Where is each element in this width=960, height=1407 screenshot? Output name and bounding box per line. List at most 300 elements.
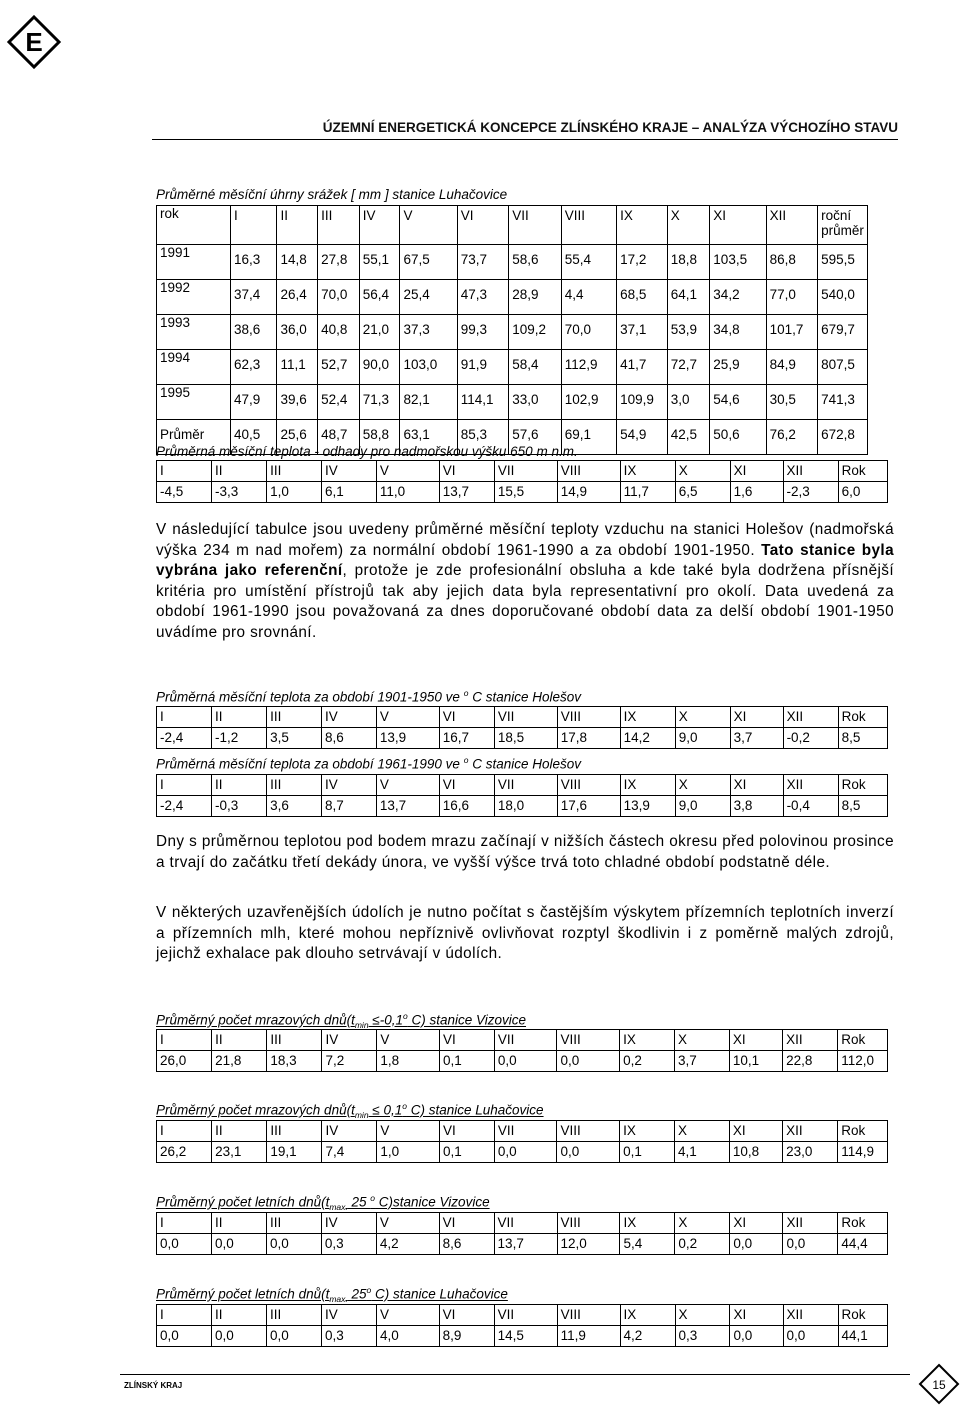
- month-header: II: [212, 1121, 267, 1142]
- summer-vizovice-caption: Průměrný počet letních $dnů(t_{max.}$ 25 $^o$ C)stanice Vizovice: [156, 1193, 490, 1213]
- table-cell: 6,5: [675, 482, 730, 503]
- table-cell: 0,0: [557, 1051, 620, 1072]
- month-header: II: [212, 707, 267, 728]
- month-header: VII: [494, 1121, 557, 1142]
- table-cell: 3,7: [674, 1051, 729, 1072]
- table-cell: -2,3: [783, 482, 838, 503]
- month-header: I: [231, 206, 277, 245]
- month-header: IX: [620, 707, 675, 728]
- table-cell: 4,0: [376, 1326, 439, 1347]
- month-header: X: [674, 1030, 729, 1051]
- month-header: I: [157, 1213, 212, 1234]
- table-cell: 9,0: [675, 728, 730, 749]
- table-cell: 0,3: [321, 1234, 376, 1255]
- month-header: VII: [494, 1305, 557, 1326]
- table-cell: -0,3: [212, 796, 267, 817]
- month-header: III: [267, 1030, 322, 1051]
- row-label: 1995: [157, 385, 231, 420]
- month-header: II: [277, 206, 318, 245]
- table-cell: 3,8: [730, 796, 783, 817]
- table-cell: 672,8: [818, 420, 868, 455]
- frost-vizovice-caption: Průměrný počet mrazových $dnů(t_{min} \le-0,1^o$ C) stanice Vizovice: [156, 1011, 527, 1031]
- rain-body: [157, 245, 868, 455]
- table-cell: 26,2: [157, 1142, 212, 1163]
- table-cell: 14,9: [557, 482, 620, 503]
- table-cell: 52,7: [318, 350, 360, 385]
- month-header: XII: [783, 1305, 838, 1326]
- table-cell: 18,5: [494, 728, 557, 749]
- temp-1961-table: [156, 774, 888, 817]
- table-cell: 16,6: [439, 796, 494, 817]
- table-cell: 0,0: [494, 1051, 557, 1072]
- year-header: Rok: [838, 707, 887, 728]
- table-cell: 58,8: [359, 420, 400, 455]
- table-cell: 47,9: [231, 385, 277, 420]
- table-cell: 15,5: [494, 482, 557, 503]
- temp-1901-table: [156, 706, 888, 749]
- table-cell: 23,0: [783, 1142, 838, 1163]
- month-header: II: [212, 775, 267, 796]
- table-cell: 38,6: [231, 315, 277, 350]
- table-header-row: [157, 1213, 888, 1234]
- month-header: VII: [494, 1030, 557, 1051]
- table-cell: 48,7: [318, 420, 360, 455]
- table-cell: 67,5: [400, 245, 457, 280]
- table-cell: 0,0: [730, 1234, 783, 1255]
- month-header: VII: [494, 1213, 557, 1234]
- table-cell: 64,1: [667, 280, 710, 315]
- table-cell: 18,8: [667, 245, 710, 280]
- table-cell: 23,1: [212, 1142, 267, 1163]
- table-cell: 52,4: [318, 385, 360, 420]
- month-header: XI: [730, 1305, 783, 1326]
- table-cell: 28,9: [509, 280, 562, 315]
- table-cell: 0,0: [157, 1234, 212, 1255]
- table-cell: 112,0: [838, 1051, 888, 1072]
- month-header: XI: [730, 1213, 783, 1234]
- month-header: VII: [509, 206, 562, 245]
- month-header: VIII: [561, 206, 616, 245]
- table-cell: 0,1: [620, 1142, 675, 1163]
- month-header: V: [376, 461, 439, 482]
- table-cell: 16,7: [439, 728, 494, 749]
- month-header: VIII: [557, 775, 620, 796]
- table-cell: 25,6: [277, 420, 318, 455]
- table-cell: -2,4: [157, 796, 212, 817]
- table-row: [157, 385, 868, 420]
- table-row: [157, 280, 868, 315]
- table-cell: 1,8: [377, 1051, 440, 1072]
- month-header: XI: [729, 1030, 782, 1051]
- table-cell: 86,8: [766, 245, 818, 280]
- table-cell: 50,6: [710, 420, 766, 455]
- temp-1901-caption: Průměrná měsíční teplota za období 1901-1950 ve $^o$ C stanice Holešov: [156, 688, 581, 705]
- month-header: V: [376, 1305, 439, 1326]
- month-header: V: [377, 1121, 440, 1142]
- table-row: [157, 1142, 888, 1163]
- table-cell: 14,2: [620, 728, 675, 749]
- table-cell: 10,8: [729, 1142, 782, 1163]
- table-cell: 13,7: [494, 1234, 557, 1255]
- month-header: IX: [617, 206, 668, 245]
- table-cell: 56,4: [359, 280, 400, 315]
- month-header: I: [157, 707, 212, 728]
- table-cell: 8,9: [439, 1326, 494, 1347]
- table-cell: 70,0: [318, 280, 360, 315]
- table-cell: 19,1: [267, 1142, 322, 1163]
- table-cell: 14,8: [277, 245, 318, 280]
- table-cell: 0,3: [321, 1326, 376, 1347]
- table-cell: -0,2: [783, 728, 838, 749]
- paragraph-holesov: V následující tabulce jsou uvedeny průměrné měsíční teploty vzduchu na stanici Holešov (nadmořská výška 234 m nad mořem) za normální období 1961-1990 a za období 1901-1950. Tato stanice byla vybrána jako referenční, protože je zde profesionální obsluha a kde také byla dodržena přísnější kritéria pro umístění přístrojů tak aby jejich data byla representativní pro okolí. Data uvedená za období 1961-1990 jsou považovaná za dnes doporučované období data za delší období 1901-1950 uvádíme pro srovnání.: [156, 521, 894, 641]
- table-header-row: [157, 461, 888, 482]
- month-header: III: [266, 1213, 321, 1234]
- month-header: II: [212, 461, 267, 482]
- month-header: VI: [439, 1121, 494, 1142]
- table-row: [157, 1234, 888, 1255]
- paragraph-inversion: V některých uzavřenějších údolích je nutno počítat s častějším výskytem přízemních teplotních inverzí a přízemních mlh, které mohou nepříznivě ovlivňovat rozptyl škodlivin i z poměrně malých zdrojů, jejichž exhalace pak dlouho setrvávají v údolích.: [156, 904, 894, 962]
- table-header-row: [157, 775, 888, 796]
- table-cell: 14,5: [494, 1326, 557, 1347]
- table-cell: 6,0: [838, 482, 887, 503]
- table-header-row: [157, 707, 888, 728]
- table-header-row: [157, 1305, 888, 1326]
- month-header: X: [674, 1121, 729, 1142]
- table-cell: 17,6: [557, 796, 620, 817]
- table-cell: 103,5: [710, 245, 766, 280]
- month-header: IX: [620, 1121, 675, 1142]
- table-cell: 34,8: [710, 315, 766, 350]
- table-cell: 57,6: [509, 420, 562, 455]
- table-cell: 13,9: [620, 796, 675, 817]
- month-header: IV: [321, 707, 376, 728]
- table-cell: 34,2: [710, 280, 766, 315]
- table-cell: 71,3: [359, 385, 400, 420]
- table-row: [157, 1051, 888, 1072]
- table-cell: -0,4: [783, 796, 838, 817]
- table-cell: 40,5: [231, 420, 277, 455]
- table-cell: 47,3: [457, 280, 509, 315]
- table-cell: 39,6: [277, 385, 318, 420]
- svg-text:15: 15: [932, 1378, 946, 1392]
- table-cell: 4,2: [376, 1234, 439, 1255]
- table-cell: 114,9: [838, 1142, 888, 1163]
- table-cell: 4,4: [561, 280, 616, 315]
- year-header: Rok: [838, 1121, 888, 1142]
- table-cell: 36,0: [277, 315, 318, 350]
- table-cell: 0,3: [675, 1326, 730, 1347]
- month-header: VI: [439, 461, 494, 482]
- table-cell: 6,1: [321, 482, 376, 503]
- month-header: V: [377, 1030, 440, 1051]
- rain-col-year: rok: [157, 206, 231, 245]
- table-cell: 37,3: [400, 315, 457, 350]
- page-number-badge: [918, 1363, 960, 1405]
- table-cell: 0,2: [620, 1051, 675, 1072]
- table-cell: 0,0: [783, 1234, 838, 1255]
- year-header: Rok: [838, 1030, 888, 1051]
- table-cell: 54,6: [710, 385, 766, 420]
- table-cell: 12,0: [557, 1234, 620, 1255]
- table-cell: 101,7: [766, 315, 818, 350]
- table-cell: 0,0: [266, 1234, 321, 1255]
- month-header: I: [157, 461, 212, 482]
- month-header: III: [318, 206, 360, 245]
- row-label: 1992: [157, 280, 231, 315]
- table-cell: 22,8: [783, 1051, 838, 1072]
- frost-luhacovice-caption: Průměrný počet mrazových $dnů(t_{min} \le 0,1^o$ C) stanice Luhačovice: [156, 1101, 544, 1121]
- month-header: IV: [321, 1305, 376, 1326]
- table-row: [157, 350, 868, 385]
- month-header: XI: [730, 707, 783, 728]
- month-header: XII: [783, 1213, 838, 1234]
- table-header-row: [157, 1030, 888, 1051]
- table-cell: 37,1: [617, 315, 668, 350]
- table-cell: 73,7: [457, 245, 509, 280]
- table-cell: 77,0: [766, 280, 818, 315]
- paragraph-frost: Dny s průměrnou teplotou pod bodem mrazu začínají v nižších částech okresu před polovinou prosince a trvají do začátku třetí dekády února, ve vyšší výšce trvá toto chladné období podstatně déle.: [156, 833, 894, 871]
- month-header: VI: [439, 1030, 494, 1051]
- table-cell: 0,0: [266, 1326, 321, 1347]
- table-cell: 62,3: [231, 350, 277, 385]
- month-header: I: [157, 775, 212, 796]
- month-header: VII: [494, 461, 557, 482]
- table-cell: 21,8: [212, 1051, 267, 1072]
- table-cell: 63,1: [400, 420, 457, 455]
- month-header: VII: [494, 707, 557, 728]
- table-cell: 21,0: [359, 315, 400, 350]
- table-cell: 11,9: [557, 1326, 620, 1347]
- table-cell: 68,5: [617, 280, 668, 315]
- table-cell: 8,7: [321, 796, 376, 817]
- table-cell: 0,0: [730, 1326, 783, 1347]
- table-cell: 109,2: [509, 315, 562, 350]
- table-cell: 7,4: [322, 1142, 377, 1163]
- table-cell: 3,6: [267, 796, 322, 817]
- table-cell: 18,3: [267, 1051, 322, 1072]
- row-label: 1993: [157, 315, 231, 350]
- table-cell: 17,2: [617, 245, 668, 280]
- year-header: Rok: [838, 1213, 888, 1234]
- table-cell: 8,5: [838, 728, 887, 749]
- table-cell: 84,9: [766, 350, 818, 385]
- month-header: VI: [439, 775, 494, 796]
- month-header: IX: [620, 1213, 675, 1234]
- temp-estimate-caption: Průměrná měsíční teplota - odhady pro nadmořskou výšku 650 m n.m.: [156, 444, 578, 459]
- rain-caption: Průměrné měsíční úhrny srážek [ mm ] stanice Luhačovice: [156, 187, 508, 202]
- month-header: VI: [439, 1213, 494, 1234]
- table-cell: 7,2: [322, 1051, 377, 1072]
- table-cell: 40,8: [318, 315, 360, 350]
- month-header: XI: [729, 1121, 782, 1142]
- table-cell: 0,0: [494, 1142, 557, 1163]
- table-row: [157, 728, 888, 749]
- table-cell: -4,5: [157, 482, 212, 503]
- month-header: XII: [783, 1030, 838, 1051]
- table-cell: 1,0: [377, 1142, 440, 1163]
- table-cell: 85,3: [457, 420, 509, 455]
- table-cell: 807,5: [818, 350, 868, 385]
- month-header: VI: [439, 707, 494, 728]
- table-cell: 44,1: [838, 1326, 887, 1347]
- month-header: IV: [321, 775, 376, 796]
- table-cell: -1,2: [212, 728, 267, 749]
- month-header: II: [211, 1213, 266, 1234]
- month-header: III: [266, 1305, 321, 1326]
- table-cell: 1,6: [730, 482, 783, 503]
- month-header: I: [157, 1305, 212, 1326]
- table-header-row: [157, 1121, 888, 1142]
- month-header: IX: [620, 1305, 675, 1326]
- table-cell: 58,4: [509, 350, 562, 385]
- summer-vizovice-table: [156, 1212, 888, 1255]
- table-row: [157, 245, 868, 280]
- table-cell: 103,0: [400, 350, 457, 385]
- row-label: 1994: [157, 350, 231, 385]
- row-label: Průměr: [157, 420, 231, 455]
- table-cell: 741,3: [818, 385, 868, 420]
- month-header: XI: [730, 461, 783, 482]
- table-row: [157, 482, 888, 503]
- month-header: IV: [321, 1213, 376, 1234]
- month-header: VIII: [557, 707, 620, 728]
- page-header-title: ÚZEMNÍ ENERGETICKÁ KONCEPCE ZLÍNSKÉHO KRAJE – ANALÝZA VÝCHOZÍHO STAVU: [322, 120, 898, 135]
- month-header: II: [211, 1305, 266, 1326]
- month-header: VI: [439, 1305, 494, 1326]
- month-header: X: [675, 1305, 730, 1326]
- row-label: 1991: [157, 245, 231, 280]
- table-cell: 0,2: [675, 1234, 730, 1255]
- table-cell: 8,6: [321, 728, 376, 749]
- table-cell: -3,3: [212, 482, 267, 503]
- month-header: V: [400, 206, 457, 245]
- table-cell: 16,3: [231, 245, 277, 280]
- year-header: Rok: [838, 775, 887, 796]
- month-header: VIII: [557, 461, 620, 482]
- logo-e-icon: [6, 14, 62, 70]
- table-cell: 0,0: [157, 1326, 212, 1347]
- month-header: XII: [783, 775, 838, 796]
- footer-divider: [120, 1374, 910, 1375]
- svg-text:E: E: [25, 27, 43, 57]
- table-cell: 13,9: [376, 728, 439, 749]
- month-header: X: [667, 206, 710, 245]
- table-cell: 69,1: [561, 420, 616, 455]
- table-cell: 18,0: [494, 796, 557, 817]
- month-header: XI: [710, 206, 766, 245]
- frost-vizovice-table: [156, 1029, 888, 1072]
- month-header: XII: [783, 707, 838, 728]
- table-cell: 8,6: [439, 1234, 494, 1255]
- table-cell: 0,0: [557, 1142, 620, 1163]
- table-cell: 595,5: [818, 245, 868, 280]
- table-cell: 72,7: [667, 350, 710, 385]
- table-cell: 0,0: [783, 1326, 838, 1347]
- month-header: VII: [494, 775, 557, 796]
- table-cell: 91,9: [457, 350, 509, 385]
- table-cell: 3,7: [730, 728, 783, 749]
- temp-estimate-table: [156, 460, 888, 503]
- month-header: I: [157, 1030, 212, 1051]
- table-cell: 30,5: [766, 385, 818, 420]
- month-header: IV: [322, 1121, 377, 1142]
- table-cell: 4,2: [620, 1326, 675, 1347]
- month-header: XII: [766, 206, 818, 245]
- table-cell: 44,4: [838, 1234, 888, 1255]
- table-cell: 58,6: [509, 245, 562, 280]
- table-cell: 9,0: [675, 796, 730, 817]
- month-header: VIII: [557, 1305, 620, 1326]
- temp-1961-caption: Průměrná měsíční teplota za období 1961-1990 ve $^o$ C stanice Holešov: [156, 755, 581, 772]
- frost-luhacovice-table: [156, 1120, 888, 1163]
- month-header: V: [376, 1213, 439, 1234]
- table-cell: 37,4: [231, 280, 277, 315]
- month-header: IX: [620, 775, 675, 796]
- table-cell: 70,0: [561, 315, 616, 350]
- table-cell: 90,0: [359, 350, 400, 385]
- month-header: X: [675, 707, 730, 728]
- month-header: V: [376, 775, 439, 796]
- month-header: XI: [730, 775, 783, 796]
- table-cell: 11,7: [620, 482, 675, 503]
- month-header: V: [376, 707, 439, 728]
- table-row: [157, 315, 868, 350]
- table-cell: 17,8: [557, 728, 620, 749]
- table-cell: 102,9: [561, 385, 616, 420]
- table-cell: 13,7: [439, 482, 494, 503]
- month-header: III: [267, 461, 322, 482]
- table-cell: 55,4: [561, 245, 616, 280]
- year-header: Rok: [838, 461, 887, 482]
- month-header: IV: [321, 461, 376, 482]
- month-header: XII: [783, 1121, 838, 1142]
- table-cell: 0,0: [211, 1326, 266, 1347]
- table-cell: 54,9: [617, 420, 668, 455]
- month-header: XII: [783, 461, 838, 482]
- table-row: [157, 796, 888, 817]
- table-cell: 0,1: [439, 1051, 494, 1072]
- table-cell: 99,3: [457, 315, 509, 350]
- month-header: VIII: [557, 1121, 620, 1142]
- table-cell: 0,1: [439, 1142, 494, 1163]
- summer-luhacovice-table: [156, 1304, 888, 1347]
- table-cell: 679,7: [818, 315, 868, 350]
- month-header: I: [157, 1121, 212, 1142]
- table-cell: 8,5: [838, 796, 887, 817]
- table-cell: 25,4: [400, 280, 457, 315]
- table-cell: -2,4: [157, 728, 212, 749]
- rain-col-avg: roční průměr: [818, 206, 868, 245]
- table-cell: 3,5: [267, 728, 322, 749]
- table-cell: 76,2: [766, 420, 818, 455]
- month-header: IV: [322, 1030, 377, 1051]
- month-header: VIII: [557, 1030, 620, 1051]
- table-cell: 33,0: [509, 385, 562, 420]
- month-header: X: [675, 461, 730, 482]
- header-divider: [152, 139, 898, 140]
- table-row: [157, 1326, 888, 1347]
- table-cell: 114,1: [457, 385, 509, 420]
- month-header: IX: [620, 461, 675, 482]
- month-header: IX: [620, 1030, 675, 1051]
- month-header: X: [675, 775, 730, 796]
- table-cell: 42,5: [667, 420, 710, 455]
- summer-luhacovice-caption: Průměrný počet letních $dnů(t_{max.}$ 25$^o$ C) stanice Luhačovice: [156, 1285, 508, 1305]
- month-header: III: [267, 1121, 322, 1142]
- rain-table: [156, 205, 868, 455]
- table-cell: 3,0: [667, 385, 710, 420]
- month-header: III: [267, 775, 322, 796]
